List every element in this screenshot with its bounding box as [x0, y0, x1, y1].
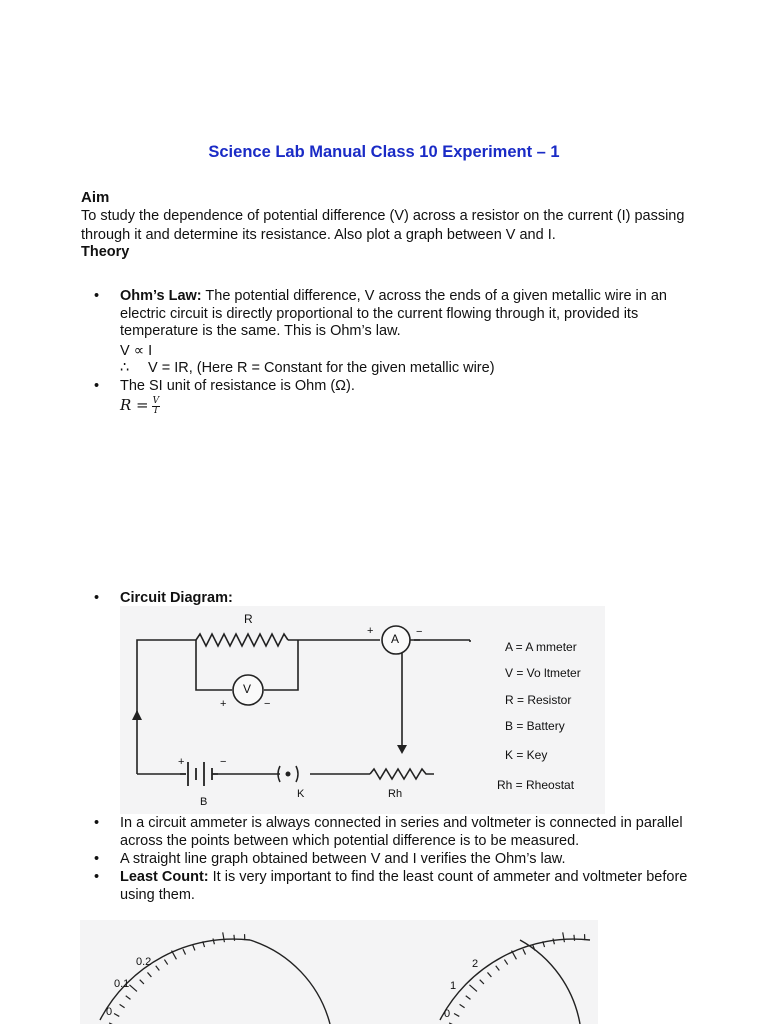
dial-tick — [129, 985, 137, 992]
note-series-parallel: In a circuit ammeter is always connected in series and voltmeter is connected in parallel across the points between which potential difference is to be measured. — [120, 815, 683, 849]
ammeter-minus: − — [416, 626, 423, 638]
bullet-dot: • — [94, 869, 100, 885]
ohms-law-paragraph — [120, 288, 695, 341]
meter-dials — [80, 920, 598, 1024]
voltmeter-symbol: V — [243, 682, 252, 696]
dial-tick — [193, 945, 195, 951]
dial-tick — [574, 935, 575, 941]
ammeter-symbol: A — [391, 632, 400, 646]
bullet-dot: • — [94, 288, 100, 304]
legend-key: K = Key — [505, 748, 548, 762]
dial-tick — [466, 996, 471, 1000]
battery-minus: − — [220, 756, 227, 768]
note-least-count — [120, 869, 695, 904]
ammeter-tick-0-2: 0.2 — [136, 956, 152, 968]
therefore-symbol: ∴ — [120, 360, 130, 376]
resistor-label: R — [244, 612, 253, 626]
dial-tick — [460, 1004, 465, 1007]
circuit-heading: Circuit Diagram: — [120, 590, 233, 606]
ammeter-tick-0-1: 0.1 — [114, 978, 130, 990]
least-count-text: It is very important to find the least count of ammeter and voltmeter before using them. — [120, 869, 688, 903]
meter-scales — [80, 920, 598, 1024]
ohms-equation: V = IR, (Here R = Constant for the given metallic wire) — [148, 360, 495, 376]
dial-tick — [496, 966, 500, 971]
formula-denominator: I — [154, 405, 158, 416]
legend-rheostat: Rh = Rheostat — [497, 778, 575, 792]
dial-tick — [563, 932, 565, 942]
voltmeter-minus: − — [264, 698, 271, 710]
dial-tick — [223, 932, 225, 942]
formula-lhs: R = — [120, 396, 149, 414]
legend-resistor: R = Resistor — [505, 693, 572, 707]
key-label: K — [297, 788, 305, 800]
si-unit-text: The SI unit of resistance is Ohm (Ω). — [120, 378, 355, 394]
bullet-dot: • — [94, 815, 100, 831]
dial-tick — [553, 938, 554, 944]
bullet-dot: • — [94, 590, 100, 606]
legend-battery: B = Battery — [505, 719, 565, 733]
dial-tick — [140, 980, 144, 984]
dial-tick — [469, 985, 477, 992]
theory-heading: Theory — [81, 244, 130, 260]
least-count-label: Least Count: — [120, 869, 209, 885]
ohms-law-text: The potential difference, V across the ends of a given metallic wire in an electric circuit is directly proportional to the current flowing through it, provided its temperature is the same. This is Ohm’s law. — [120, 288, 667, 339]
formula-fraction — [152, 397, 161, 416]
voltmeter-tick-2: 2 — [472, 958, 479, 970]
bullet-dot: • — [94, 851, 100, 867]
voltmeter-plus: + — [220, 698, 227, 710]
voltmeter-tick-1: 1 — [450, 980, 457, 992]
dial-tick — [480, 980, 484, 984]
dial-tick — [504, 960, 507, 965]
ammeter-tick-0: 0 — [106, 1006, 113, 1018]
voltmeter-tick-0: 0 — [444, 1008, 451, 1020]
dial-tick — [213, 938, 214, 944]
ammeter-plus: + — [367, 625, 374, 637]
battery-plus: + — [178, 756, 185, 768]
bullet-dot: • — [94, 378, 100, 394]
proportional-line: V ∝ I — [120, 343, 153, 359]
ohms-law-label: Ohm’s Law: — [120, 288, 202, 304]
aim-text: To study the dependence of potential difference (V) across a resistor on the current (I) passing through it and determine its resistance. Also plot a graph between V and I. — [81, 208, 685, 243]
rheostat-label: Rh — [388, 788, 403, 800]
dial-tick — [234, 935, 235, 941]
formula-numerator: V — [152, 395, 160, 406]
dial-tick — [147, 972, 151, 977]
dial-tick — [114, 1014, 119, 1017]
dial-tick — [164, 960, 167, 965]
legend-ammeter: A = A mmeter — [505, 640, 577, 654]
note-straight-line: A straight line graph obtained between V and I verifies the Ohm’s law. — [120, 851, 566, 867]
battery-label: B — [200, 796, 208, 808]
dial-tick — [454, 1014, 459, 1017]
dial-tick — [183, 949, 186, 954]
circuit-diagram — [120, 606, 605, 814]
page-title: Science Lab Manual Class 10 Experiment – 1 — [208, 143, 560, 161]
legend-voltmeter: V = Vo ltmeter — [505, 666, 581, 680]
resistance-formula — [120, 396, 160, 416]
dial-tick — [156, 966, 160, 971]
dial-tick — [126, 996, 131, 1000]
dial-tick — [523, 949, 526, 954]
aim-heading: Aim — [81, 189, 110, 206]
dial-tick — [120, 1004, 125, 1007]
dial-tick — [487, 972, 491, 977]
